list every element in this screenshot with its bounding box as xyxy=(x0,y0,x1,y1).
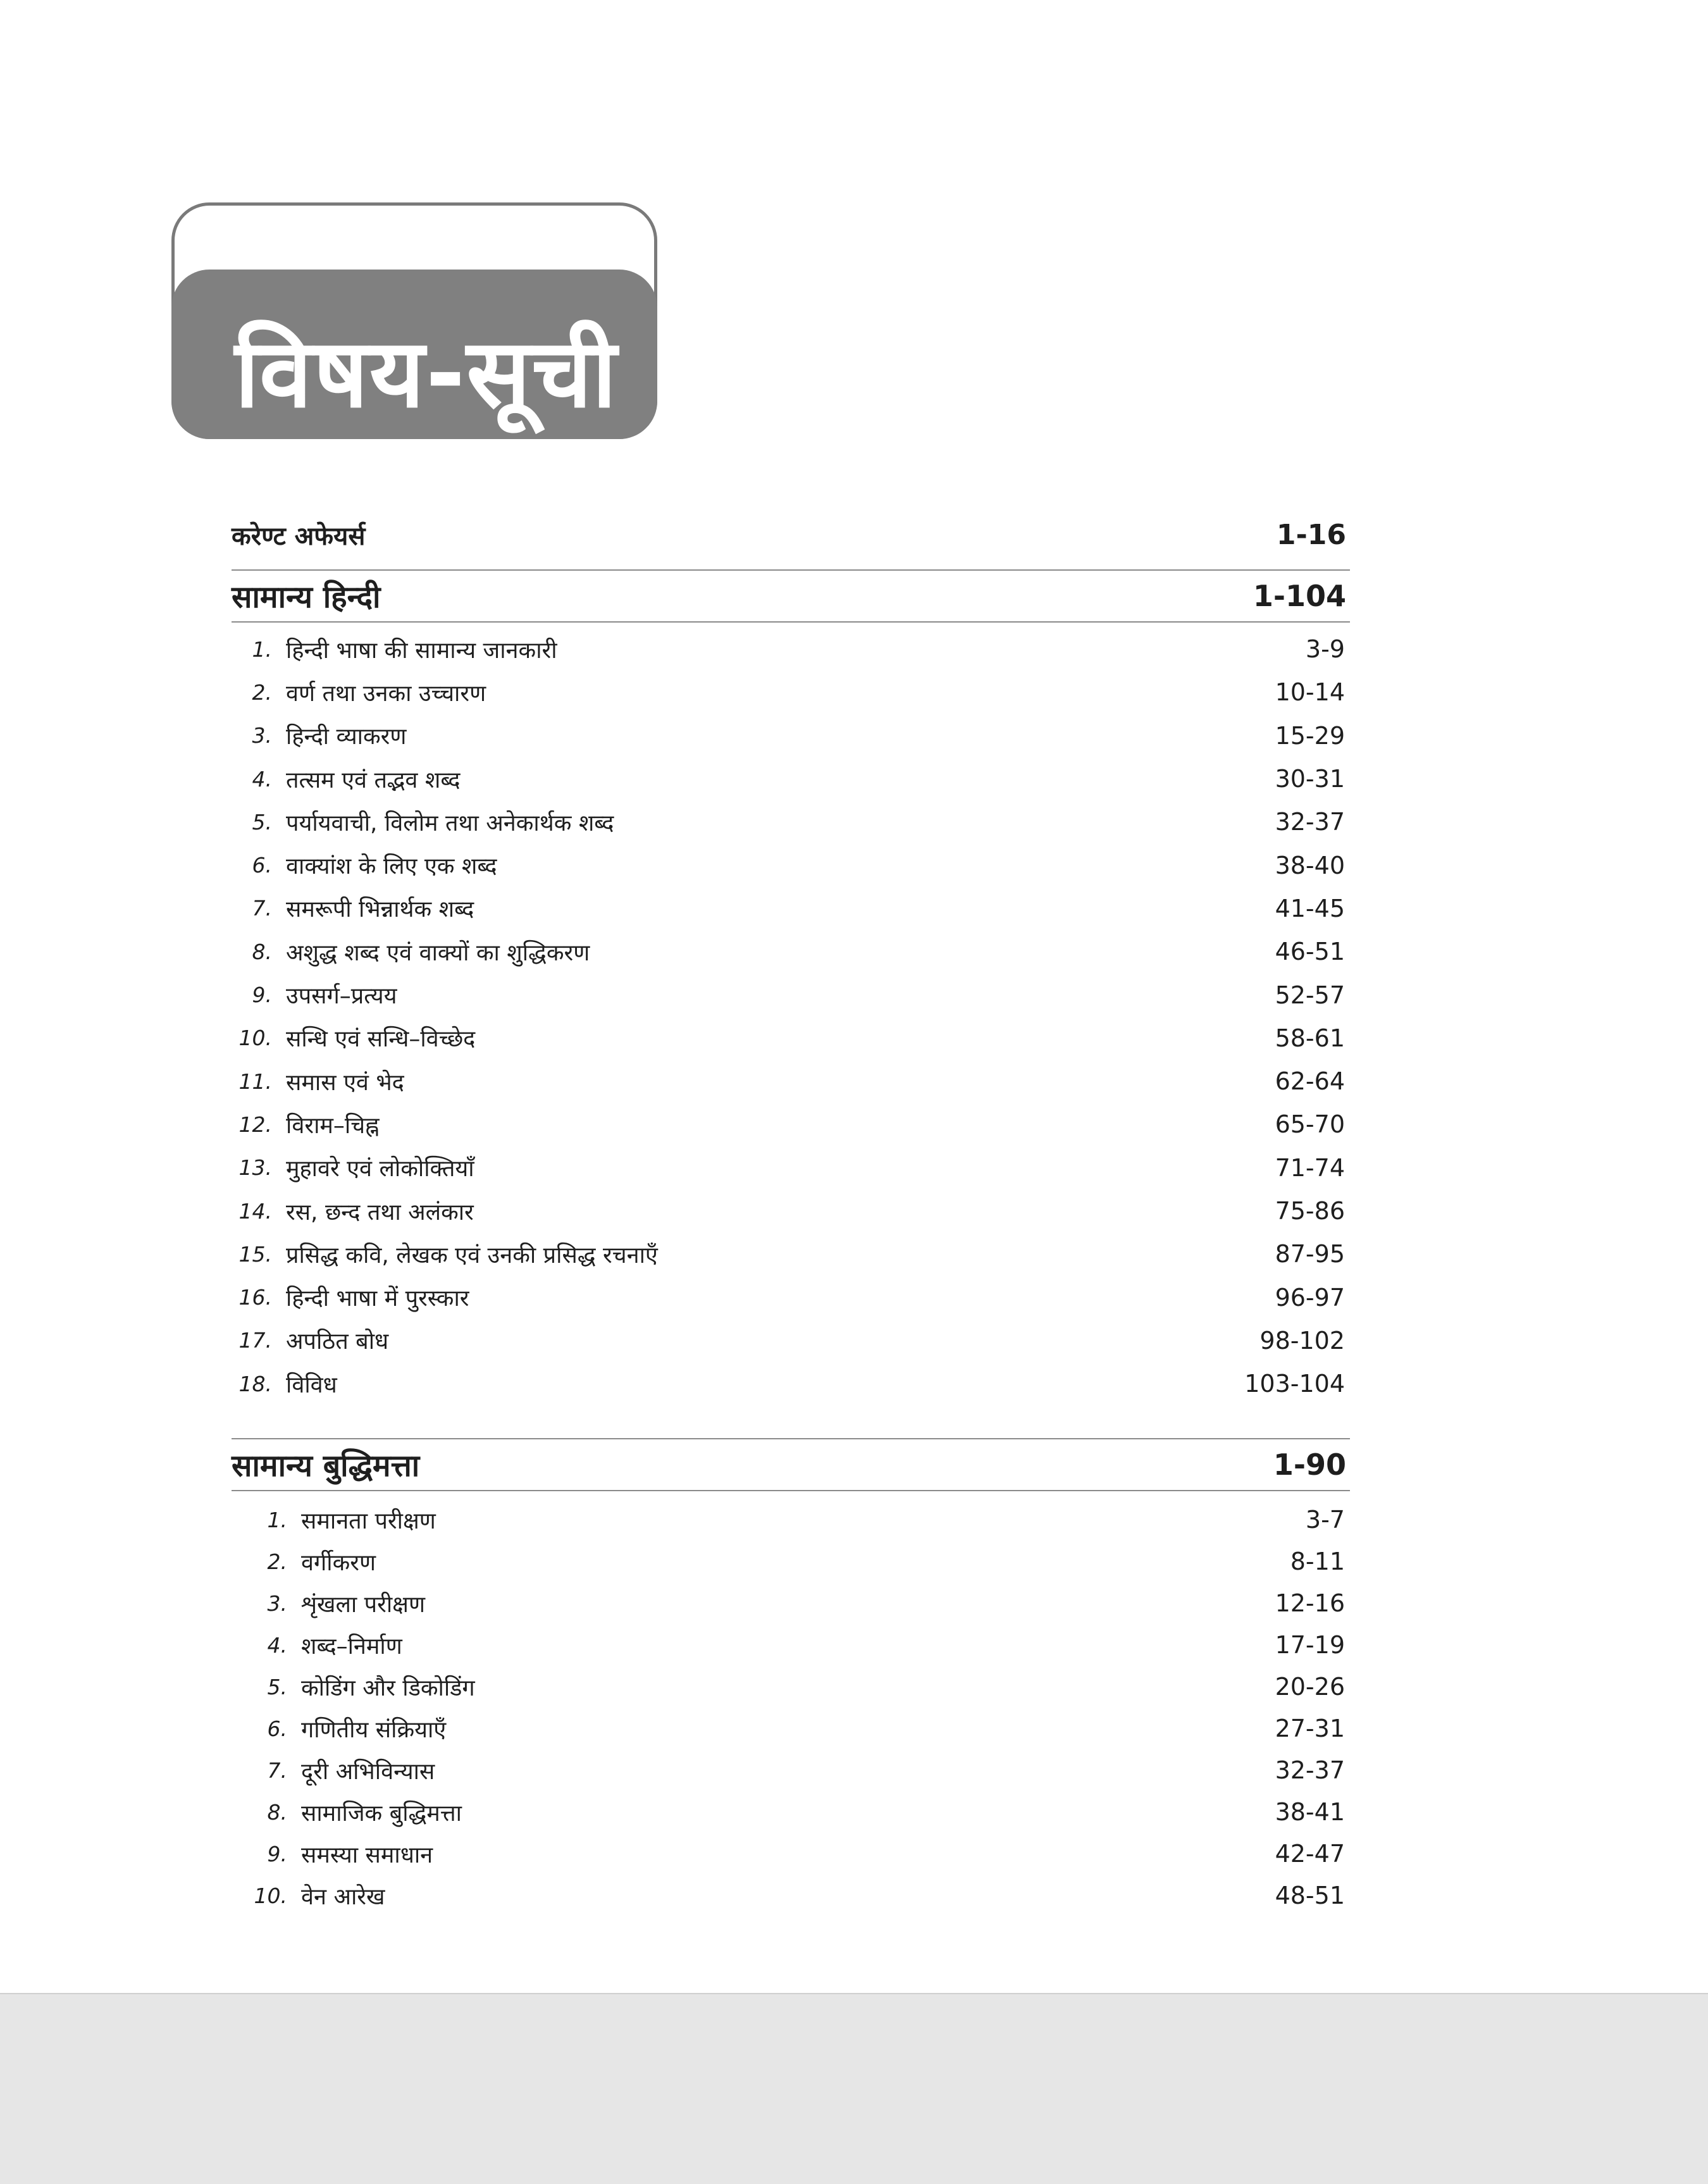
toc-item-pages: 96-97 xyxy=(1275,1283,1345,1312)
section-header[interactable] xyxy=(232,1438,1350,1491)
section-general-intelligence xyxy=(232,1438,1350,1916)
current-affairs-pages: 1-16 xyxy=(1276,518,1346,551)
toc-item-pages: 15-29 xyxy=(1275,721,1345,750)
toc-item[interactable] xyxy=(232,973,1350,1016)
toc-item-number: 4. xyxy=(267,1632,287,1658)
toc-item-label: समस्या समाधान xyxy=(301,1842,433,1868)
toc-item[interactable] xyxy=(232,1060,1350,1103)
toc-item-pages: 17-19 xyxy=(1275,1631,1345,1660)
toc-item-label: समानता परीक्षण xyxy=(301,1508,436,1534)
toc-item-number: 18. xyxy=(238,1371,272,1396)
toc-item-number: 5. xyxy=(252,809,272,835)
section-item-list xyxy=(232,1491,1350,1916)
toc-item[interactable] xyxy=(232,843,1350,886)
toc-item[interactable] xyxy=(232,1749,1350,1791)
toc-item[interactable] xyxy=(232,1582,1350,1624)
toc-item-pages: 3-9 xyxy=(1305,635,1345,664)
toc-item[interactable] xyxy=(232,1624,1350,1666)
bottom-margin-strip xyxy=(0,1993,1708,2184)
toc-item[interactable] xyxy=(232,714,1350,757)
toc-item-number: 6. xyxy=(267,1716,287,1741)
toc-item[interactable] xyxy=(232,1275,1350,1318)
toc-item-pages: 103-104 xyxy=(1244,1370,1345,1398)
toc-item-pages: 46-51 xyxy=(1275,938,1345,966)
toc-item-pages: 30-31 xyxy=(1275,765,1345,793)
toc-item-pages: 58-61 xyxy=(1275,1024,1345,1052)
toc-item-pages: 38-40 xyxy=(1275,851,1345,879)
toc-item-pages: 87-95 xyxy=(1275,1240,1345,1269)
toc-item-label: हिन्दी भाषा में पुरस्कार xyxy=(286,1286,469,1312)
title-box xyxy=(171,202,657,439)
toc-item[interactable] xyxy=(232,1708,1350,1749)
toc-item-label: कोडिंग और डिकोडिंग xyxy=(301,1675,475,1701)
current-affairs-title: करेण्ट अफेयर्स xyxy=(232,521,366,551)
toc-item-pages: 3-7 xyxy=(1305,1506,1345,1534)
toc-item[interactable] xyxy=(232,887,1350,930)
toc-item-number: 9. xyxy=(252,983,272,1008)
toc-item-label: समास एवं भेद xyxy=(286,1069,404,1096)
toc-item-number: 4. xyxy=(252,766,272,791)
toc-item-label: अशुद्ध शब्द एवं वाक्यों का शुद्धिकरण xyxy=(286,940,590,966)
toc-item-label: शृंखला परीक्षण xyxy=(301,1591,426,1618)
section-pages: 1-104 xyxy=(1253,579,1346,613)
toc-item-number: 1. xyxy=(267,1507,287,1532)
toc-item[interactable] xyxy=(232,1319,1350,1362)
toc-item-pages: 52-57 xyxy=(1275,981,1345,1009)
toc-item-label: हिन्दी भाषा की सामान्य जानकारी xyxy=(286,637,557,664)
toc-item-number: 15. xyxy=(238,1241,272,1267)
title-band xyxy=(171,270,657,439)
toc-item-pages: 20-26 xyxy=(1275,1673,1345,1701)
toc-item-number: 3. xyxy=(252,723,272,748)
table-of-contents xyxy=(232,500,1350,1916)
toc-item[interactable] xyxy=(232,1017,1350,1060)
toc-item-pages: 10-14 xyxy=(1275,678,1345,707)
toc-item[interactable] xyxy=(232,757,1350,800)
toc-item-label: पर्यायवाची, विलोम तथा अनेकार्थक शब्द xyxy=(286,810,614,836)
toc-item-pages: 32-37 xyxy=(1275,808,1345,836)
toc-item-label: वर्गीकरण xyxy=(301,1549,376,1576)
toc-item-label: प्रसिद्ध कवि, लेखक एवं उनकी प्रसिद्ध रचनाएँ xyxy=(286,1242,658,1269)
toc-item-label: शब्द–निर्माण xyxy=(301,1633,402,1660)
toc-item[interactable] xyxy=(232,1103,1350,1146)
toc-item-pages: 12-16 xyxy=(1275,1589,1345,1618)
toc-item-label: दूरी अभिविन्यास xyxy=(301,1758,435,1785)
toc-item-pages: 42-47 xyxy=(1275,1840,1345,1868)
toc-item-number: 13. xyxy=(238,1155,272,1181)
toc-item[interactable] xyxy=(232,1833,1350,1875)
toc-item[interactable] xyxy=(232,1499,1350,1541)
page-title: विषय-सूची xyxy=(235,319,618,429)
toc-item-number: 5. xyxy=(267,1674,287,1699)
toc-item-number: 10. xyxy=(238,1026,272,1051)
toc-item-number: 3. xyxy=(267,1591,287,1616)
toc-item-label: उपसर्ग–प्रत्यय xyxy=(286,983,397,1010)
toc-item-number: 8. xyxy=(252,939,272,964)
toc-item-label: वेन आरेख xyxy=(301,1883,385,1910)
toc-item-number: 16. xyxy=(238,1285,272,1310)
toc-item-pages: 41-45 xyxy=(1275,894,1345,922)
toc-item[interactable] xyxy=(232,930,1350,973)
toc-item-number: 12. xyxy=(238,1112,272,1137)
toc-item-pages: 27-31 xyxy=(1275,1715,1345,1743)
toc-item[interactable] xyxy=(232,1666,1350,1708)
toc-item-number: 11. xyxy=(238,1069,272,1094)
toc-item-pages: 75-86 xyxy=(1275,1197,1345,1225)
toc-item-pages: 38-41 xyxy=(1275,1798,1345,1827)
toc-item[interactable] xyxy=(232,1541,1350,1582)
toc-item-label: विविध xyxy=(286,1372,337,1398)
toc-item-label: वाक्यांश के लिए एक शब्द xyxy=(286,853,497,880)
section-header[interactable] xyxy=(232,571,1350,623)
toc-item-number: 9. xyxy=(267,1841,287,1866)
section-pages: 1-90 xyxy=(1273,1448,1346,1482)
toc-item-label: सन्धि एवं सन्धि–विच्छेद xyxy=(286,1026,476,1053)
toc-item-number: 10. xyxy=(254,1883,287,1908)
toc-item-label: तत्सम एवं तद्भव शब्द xyxy=(286,767,461,793)
toc-item-number: 14. xyxy=(238,1198,272,1224)
toc-item-pages: 32-37 xyxy=(1275,1756,1345,1785)
toc-item-number: 2. xyxy=(267,1549,287,1574)
toc-item-number: 8. xyxy=(267,1799,287,1825)
section-title: सामान्य बुद्धिमत्ता xyxy=(232,1448,420,1484)
section-item-list xyxy=(232,623,1350,1405)
toc-item-pages: 71-74 xyxy=(1275,1153,1345,1182)
toc-item-number: 17. xyxy=(238,1328,272,1353)
toc-item[interactable] xyxy=(232,1232,1350,1275)
toc-item-number: 1. xyxy=(252,636,272,662)
toc-item-label: विराम–चिह्न xyxy=(286,1112,380,1139)
toc-item-pages: 8-11 xyxy=(1290,1548,1345,1576)
toc-item-label: अपठित बोध xyxy=(286,1329,389,1355)
toc-item[interactable] xyxy=(232,1189,1350,1232)
toc-item-label: रस, छन्द तथा अलंकार xyxy=(286,1199,474,1225)
toc-item-label: हिन्दी व्याकरण xyxy=(286,724,407,750)
toc-item-label: वर्ण तथा उनका उच्चारण xyxy=(286,680,486,707)
section-general-hindi xyxy=(232,571,1350,1405)
toc-item-label: समरूपी भिन्नार्थक शब्द xyxy=(286,897,474,923)
toc-item-number: 7. xyxy=(252,896,272,921)
toc-item-label: गणितीय संक्रियाएँ xyxy=(301,1716,447,1743)
toc-item-pages: 98-102 xyxy=(1259,1326,1345,1355)
toc-item[interactable] xyxy=(232,628,1350,671)
toc-item-label: सामाजिक बुद्धिमत्ता xyxy=(301,1800,462,1827)
toc-item-pages: 65-70 xyxy=(1275,1110,1345,1139)
toc-item-number: 6. xyxy=(252,853,272,878)
toc-item[interactable] xyxy=(232,1875,1350,1916)
section-title: सामान्य हिन्दी xyxy=(232,579,381,615)
toc-item[interactable] xyxy=(232,671,1350,714)
toc-item-pages: 62-64 xyxy=(1275,1067,1345,1096)
toc-item[interactable] xyxy=(232,800,1350,843)
toc-item-pages: 48-51 xyxy=(1275,1882,1345,1910)
toc-item-number: 7. xyxy=(267,1758,287,1783)
toc-item-label: मुहावरे एवं लोकोक्तियाँ xyxy=(286,1156,474,1182)
toc-item[interactable] xyxy=(232,1362,1350,1405)
toc-item[interactable] xyxy=(232,1791,1350,1833)
toc-item[interactable] xyxy=(232,1146,1350,1189)
toc-item-number: 2. xyxy=(252,679,272,705)
current-affairs-row[interactable] xyxy=(232,500,1350,571)
